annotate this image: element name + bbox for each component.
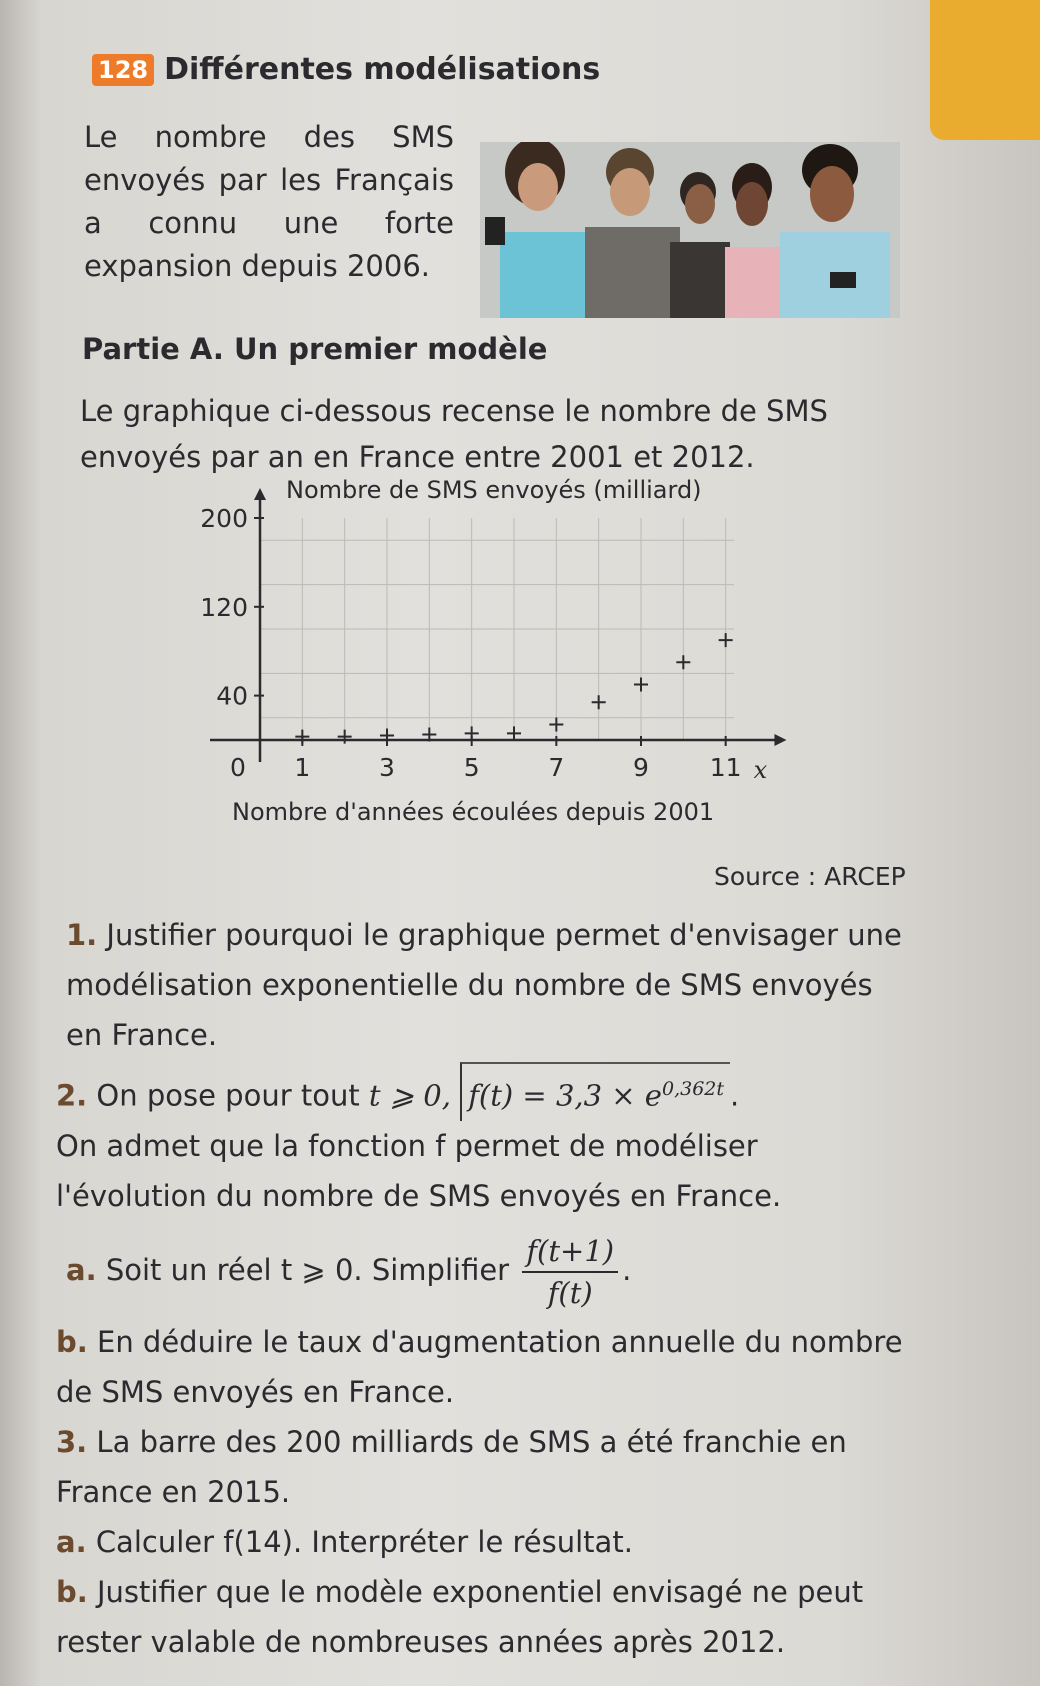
teens-photo <box>480 142 900 318</box>
data-point <box>592 695 606 709</box>
x-tick-label: 5 <box>463 753 480 782</box>
question-3a-text: Calculer f(14). Interpréter le résultat. <box>95 1524 633 1559</box>
data-point <box>507 726 521 740</box>
question-3b-letter: b. <box>56 1574 88 1609</box>
question-1 <box>56 910 906 1060</box>
question-3-number: 3. <box>56 1424 88 1459</box>
y-tick-label: 120 <box>200 592 248 622</box>
y-tick-label: 200 <box>200 504 248 533</box>
exercise-number: 128 <box>92 54 154 86</box>
part-a-text: Le graphique ci-dessous recense le nombre de SMS envoyés par an en France entre 2001 et 2012. <box>80 394 828 474</box>
orange-tab <box>930 0 1040 140</box>
question-2a-text: Soit un réel t ⩾ 0. Simplifier <box>105 1252 510 1287</box>
y-axis-arrow <box>254 488 266 500</box>
formula-exponent: 0,362t <box>661 1078 725 1100</box>
x-tick-label: 11 <box>709 753 742 782</box>
question-2a-letter: a. <box>66 1252 97 1287</box>
data-point <box>338 730 352 744</box>
formula-main: f(t) = 3,3 × e <box>468 1078 662 1113</box>
question-1-text: Justifier pourquoi le graphique permet d'envisager une modélisation exponentielle du nombre de SMS envoyés en France. <box>66 918 902 1052</box>
fraction-numerator: f(t+1) <box>522 1231 618 1273</box>
chart-title: Nombre de SMS envoyés (milliard) <box>286 476 702 504</box>
question-1-number: 1. <box>66 918 98 952</box>
questions-block <box>56 910 906 1667</box>
question-3b <box>56 1567 906 1667</box>
source-text: Source : ARCEP <box>714 862 906 891</box>
formula-box <box>460 1062 730 1121</box>
data-point <box>634 678 648 692</box>
intro-text: Le nombre des SMS envoyés par les Français a connu une forte expansion depuis 2006. <box>84 120 454 283</box>
data-point <box>676 655 690 669</box>
x-tick-label: 0 <box>230 753 246 782</box>
data-point <box>465 726 479 740</box>
x-tick-label: 1 <box>294 753 311 782</box>
data-point <box>549 717 563 731</box>
question-3a-letter: a. <box>56 1524 87 1559</box>
question-3 <box>56 1417 906 1517</box>
exercise-title: Différentes modélisations <box>164 52 601 87</box>
x-tick-label: 3 <box>379 753 395 782</box>
sms-chart <box>180 476 820 846</box>
question-2-continuation: On admet que la fonction f permet de modéliser l'évolution du nombre de SMS envoyés en France. <box>56 1128 782 1213</box>
part-a-title: Partie A. Un premier modèle <box>82 332 548 366</box>
exercise-header <box>92 52 600 87</box>
x-axis-arrow <box>774 734 786 746</box>
fraction <box>522 1231 618 1313</box>
question-3b-text: Justifier que le modèle exponentiel envisagé ne peut rester valable de nombreuses années après 2012. <box>56 1574 864 1659</box>
data-point <box>295 730 309 744</box>
fraction-denominator: f(t) <box>547 1275 593 1310</box>
question-3a <box>56 1517 906 1567</box>
question-2b-letter: b. <box>56 1324 88 1359</box>
data-point <box>719 633 733 647</box>
x-axis-label: Nombre d'années écoulées depuis 2001 <box>232 798 715 826</box>
question-2: 2. On pose pour tout t ⩾ 0, $f(t) = 3,3 \times e^{0,362t}$ . <box>56 1062 906 1121</box>
question-2b-text: En déduire le taux d'augmentation annuelle du nombre de SMS envoyés en France. <box>56 1324 903 1409</box>
question-3-text: La barre des 200 milliards de SMS a été franchie en France en 2015. <box>56 1424 847 1509</box>
question-2b <box>56 1317 906 1417</box>
x-axis-letter: x <box>753 756 768 784</box>
question-2-text-before: On pose pour tout <box>96 1078 360 1113</box>
y-tick-label: 40 <box>216 681 248 711</box>
x-tick-label: 7 <box>548 753 565 782</box>
question-2a: a. Soit un réel t ⩾ 0. Simplifier $\frac{f(t+1)}{f(t)}$ . <box>56 1231 906 1313</box>
question-2-number: 2. <box>56 1078 88 1113</box>
x-tick-label: 9 <box>633 753 649 782</box>
question-2-condition: t ⩾ 0, <box>368 1078 451 1113</box>
